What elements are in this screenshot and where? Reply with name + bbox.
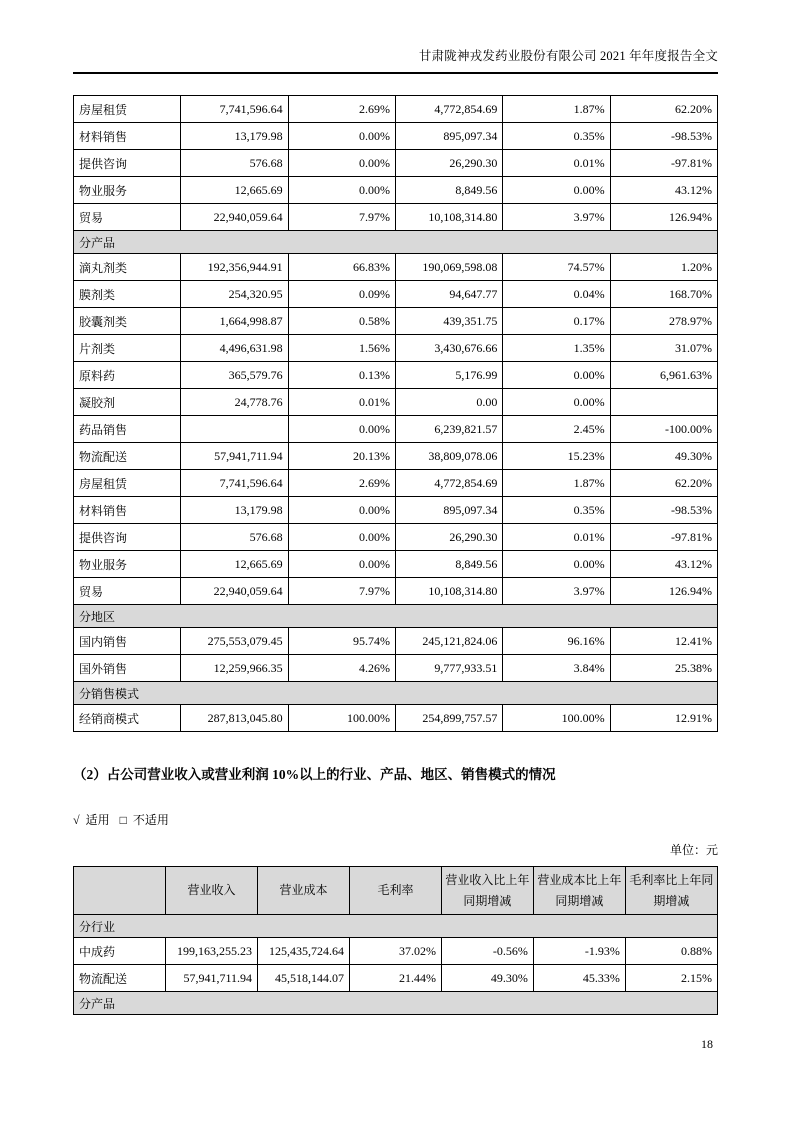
row-label-cell: 滴丸剂类	[74, 254, 181, 281]
value-cell: 57,941,711.94	[181, 443, 288, 470]
revenue-breakdown-table	[73, 95, 718, 732]
row-label-cell: 胶囊剂类	[74, 308, 181, 335]
row-label-cell: 物业服务	[74, 177, 181, 204]
document-header: 甘肃陇神戎发药业股份有限公司 2021 年年度报告全文	[73, 46, 718, 74]
table-row	[74, 177, 718, 204]
value-cell: 0.13%	[288, 362, 395, 389]
value-cell: 287,813,045.80	[181, 705, 288, 732]
value-cell: 2.45%	[503, 416, 610, 443]
value-cell: 4,496,631.98	[181, 335, 288, 362]
column-header: 营业收入比上年同期增减	[441, 867, 533, 915]
value-cell: 3,430,676.66	[395, 335, 502, 362]
table-row	[74, 281, 718, 308]
row-label-cell: 国外销售	[74, 655, 181, 682]
row-label-cell: 提供咨询	[74, 524, 181, 551]
value-cell: 0.01%	[503, 150, 610, 177]
value-cell: 0.00%	[503, 389, 610, 416]
value-cell: 57,941,711.94	[166, 965, 258, 992]
value-cell: 12.91%	[610, 705, 717, 732]
value-cell: 8,849.56	[395, 177, 502, 204]
value-cell: 0.04%	[503, 281, 610, 308]
value-cell: 125,435,724.64	[258, 938, 350, 965]
value-cell: 245,121,824.06	[395, 628, 502, 655]
value-cell: -98.53%	[610, 123, 717, 150]
table-row	[74, 308, 718, 335]
value-cell: 15.23%	[503, 443, 610, 470]
column-header: 营业收入	[166, 867, 258, 915]
value-cell: 74.57%	[503, 254, 610, 281]
table-row	[74, 389, 718, 416]
value-cell: 2.69%	[288, 96, 395, 123]
value-cell: 7,741,596.64	[181, 470, 288, 497]
value-cell	[181, 416, 288, 443]
value-cell: 192,356,944.91	[181, 254, 288, 281]
not-applicable-label: 不适用	[132, 813, 169, 827]
table-row	[74, 254, 718, 281]
table-section-row	[74, 682, 718, 705]
row-label-cell: 材料销售	[74, 123, 181, 150]
row-label-cell: 膜剂类	[74, 281, 181, 308]
row-label-cell: 材料销售	[74, 497, 181, 524]
section-label: 分产品	[74, 992, 718, 1015]
table2-header-row	[74, 867, 718, 915]
value-cell: 49.30%	[610, 443, 717, 470]
table-row	[74, 628, 718, 655]
value-cell: 4.26%	[288, 655, 395, 682]
value-cell: 94,647.77	[395, 281, 502, 308]
section-label: 分产品	[74, 231, 718, 254]
unit-label: 单位：元	[669, 843, 718, 857]
value-cell: -98.53%	[610, 497, 717, 524]
value-cell: 1.20%	[610, 254, 717, 281]
value-cell: 0.00%	[288, 497, 395, 524]
row-label-cell: 药品销售	[74, 416, 181, 443]
section-label: 分销售模式	[74, 682, 718, 705]
value-cell: 0.09%	[288, 281, 395, 308]
value-cell: 4,772,854.69	[395, 96, 502, 123]
value-cell: -1.93%	[533, 938, 625, 965]
value-cell: 22,940,059.64	[181, 204, 288, 231]
empty-checkbox-icon: □	[119, 813, 127, 827]
value-cell: 3.97%	[503, 204, 610, 231]
table-section-row	[74, 605, 718, 628]
row-label-cell: 片剂类	[74, 335, 181, 362]
value-cell: -0.56%	[441, 938, 533, 965]
value-cell: 1,664,998.87	[181, 308, 288, 335]
table-row	[74, 96, 718, 123]
table2-body	[74, 915, 718, 1015]
table-row	[74, 524, 718, 551]
value-cell: 6,961.63%	[610, 362, 717, 389]
margin-by-segment-table	[73, 866, 718, 1015]
value-cell: 4,772,854.69	[395, 470, 502, 497]
value-cell: 96.16%	[503, 628, 610, 655]
value-cell: 12,665.69	[181, 177, 288, 204]
table-row	[74, 123, 718, 150]
value-cell: 0.88%	[625, 938, 717, 965]
value-cell: 3.97%	[503, 578, 610, 605]
row-label-cell: 提供咨询	[74, 150, 181, 177]
value-cell: 2.69%	[288, 470, 395, 497]
table-row	[74, 965, 718, 992]
value-cell: 126.94%	[610, 578, 717, 605]
value-cell: 190,069,598.08	[395, 254, 502, 281]
value-cell	[610, 389, 717, 416]
row-label-cell: 中成药	[74, 938, 166, 965]
value-cell: 25.38%	[610, 655, 717, 682]
value-cell: 0.35%	[503, 497, 610, 524]
value-cell: 0.35%	[503, 123, 610, 150]
value-cell: 1.35%	[503, 335, 610, 362]
value-cell: 0.00%	[288, 123, 395, 150]
value-cell: 1.87%	[503, 96, 610, 123]
value-cell: 576.68	[181, 150, 288, 177]
value-cell: 0.01%	[503, 524, 610, 551]
value-cell: 0.00%	[288, 177, 395, 204]
table-row	[74, 150, 718, 177]
table1-body	[74, 96, 718, 732]
row-label-cell: 凝胶剂	[74, 389, 181, 416]
value-cell: 0.00%	[288, 150, 395, 177]
value-cell: 62.20%	[610, 470, 717, 497]
value-cell: 199,163,255.23	[166, 938, 258, 965]
value-cell: 365,579.76	[181, 362, 288, 389]
column-header: 营业成本	[258, 867, 350, 915]
row-label-cell: 贸易	[74, 204, 181, 231]
table-section-row	[74, 231, 718, 254]
table-row	[74, 416, 718, 443]
table-row	[74, 362, 718, 389]
row-label-cell: 国内销售	[74, 628, 181, 655]
table-row	[74, 705, 718, 732]
value-cell: 13,179.98	[181, 123, 288, 150]
table-row	[74, 443, 718, 470]
value-cell: 26,290.30	[395, 524, 502, 551]
value-cell: 0.58%	[288, 308, 395, 335]
value-cell: -97.81%	[610, 524, 717, 551]
value-cell: 37.02%	[349, 938, 441, 965]
value-cell: 8,849.56	[395, 551, 502, 578]
table-row	[74, 497, 718, 524]
column-header: 营业成本比上年同期增减	[533, 867, 625, 915]
value-cell: 12,259,966.35	[181, 655, 288, 682]
page-content	[73, 0, 718, 1015]
value-cell: 2.15%	[625, 965, 717, 992]
value-cell: 12.41%	[610, 628, 717, 655]
value-cell: 0.00%	[503, 177, 610, 204]
value-cell: 0.00%	[503, 551, 610, 578]
table-section-row	[74, 992, 718, 1015]
value-cell: 21.44%	[349, 965, 441, 992]
value-cell: 1.56%	[288, 335, 395, 362]
row-label-cell: 物流配送	[74, 965, 166, 992]
page-number: 18	[701, 1037, 713, 1051]
value-cell: 66.83%	[288, 254, 395, 281]
row-label-cell: 房屋租赁	[74, 470, 181, 497]
row-label-cell: 原料药	[74, 362, 181, 389]
value-cell: -100.00%	[610, 416, 717, 443]
value-cell: 254,320.95	[181, 281, 288, 308]
value-cell: 100.00%	[288, 705, 395, 732]
value-cell: 38,809,078.06	[395, 443, 502, 470]
table-row	[74, 938, 718, 965]
checkmark-icon: √	[73, 813, 80, 827]
value-cell: 439,351.75	[395, 308, 502, 335]
table-row	[74, 655, 718, 682]
value-cell: 168.70%	[610, 281, 717, 308]
value-cell: 20.13%	[288, 443, 395, 470]
value-cell: 95.74%	[288, 628, 395, 655]
table-row	[74, 470, 718, 497]
value-cell: 7,741,596.64	[181, 96, 288, 123]
value-cell: 0.00%	[288, 416, 395, 443]
value-cell: 43.12%	[610, 551, 717, 578]
value-cell: 9,777,933.51	[395, 655, 502, 682]
value-cell: 3.84%	[503, 655, 610, 682]
value-cell: 126.94%	[610, 204, 717, 231]
column-header: 毛利率比上年同期增减	[625, 867, 717, 915]
row-label-cell: 经销商模式	[74, 705, 181, 732]
column-header: 毛利率	[349, 867, 441, 915]
value-cell: 5,176.99	[395, 362, 502, 389]
row-label-cell: 物流配送	[74, 443, 181, 470]
section-heading: （2）占公司营业收入或营业利润 10%以上的行业、产品、地区、销售模式的情况	[73, 767, 556, 782]
value-cell: 26,290.30	[395, 150, 502, 177]
value-cell: 0.01%	[288, 389, 395, 416]
value-cell: 10,108,314.80	[395, 204, 502, 231]
value-cell: 49.30%	[441, 965, 533, 992]
row-label-cell: 贸易	[74, 578, 181, 605]
row-label-cell: 物业服务	[74, 551, 181, 578]
table-row	[74, 335, 718, 362]
applicability-line	[73, 811, 718, 828]
value-cell: 895,097.34	[395, 123, 502, 150]
value-cell: 7.97%	[288, 204, 395, 231]
value-cell: 7.97%	[288, 578, 395, 605]
value-cell: 45,518,144.07	[258, 965, 350, 992]
value-cell: 6,239,821.57	[395, 416, 502, 443]
section-label: 分地区	[74, 605, 718, 628]
value-cell: 24,778.76	[181, 389, 288, 416]
row-label-cell: 房屋租赁	[74, 96, 181, 123]
value-cell: 275,553,079.45	[181, 628, 288, 655]
value-cell: 43.12%	[610, 177, 717, 204]
column-header	[74, 867, 166, 915]
value-cell: 278.97%	[610, 308, 717, 335]
value-cell: 0.00%	[288, 524, 395, 551]
applicable-label: 适用	[85, 813, 110, 827]
value-cell: 13,179.98	[181, 497, 288, 524]
value-cell: 0.00%	[503, 362, 610, 389]
value-cell: 12,665.69	[181, 551, 288, 578]
table-section-row	[74, 915, 718, 938]
value-cell: 0.17%	[503, 308, 610, 335]
value-cell: 895,097.34	[395, 497, 502, 524]
value-cell: -97.81%	[610, 150, 717, 177]
value-cell: 22,940,059.64	[181, 578, 288, 605]
table-row	[74, 204, 718, 231]
value-cell: 10,108,314.80	[395, 578, 502, 605]
value-cell: 0.00%	[288, 551, 395, 578]
table-row	[74, 551, 718, 578]
value-cell: 62.20%	[610, 96, 717, 123]
value-cell: 45.33%	[533, 965, 625, 992]
value-cell: 100.00%	[503, 705, 610, 732]
value-cell: 576.68	[181, 524, 288, 551]
table-row	[74, 578, 718, 605]
value-cell: 0.00	[395, 389, 502, 416]
section-label: 分行业	[74, 915, 718, 938]
value-cell: 254,899,757.57	[395, 705, 502, 732]
value-cell: 31.07%	[610, 335, 717, 362]
value-cell: 1.87%	[503, 470, 610, 497]
